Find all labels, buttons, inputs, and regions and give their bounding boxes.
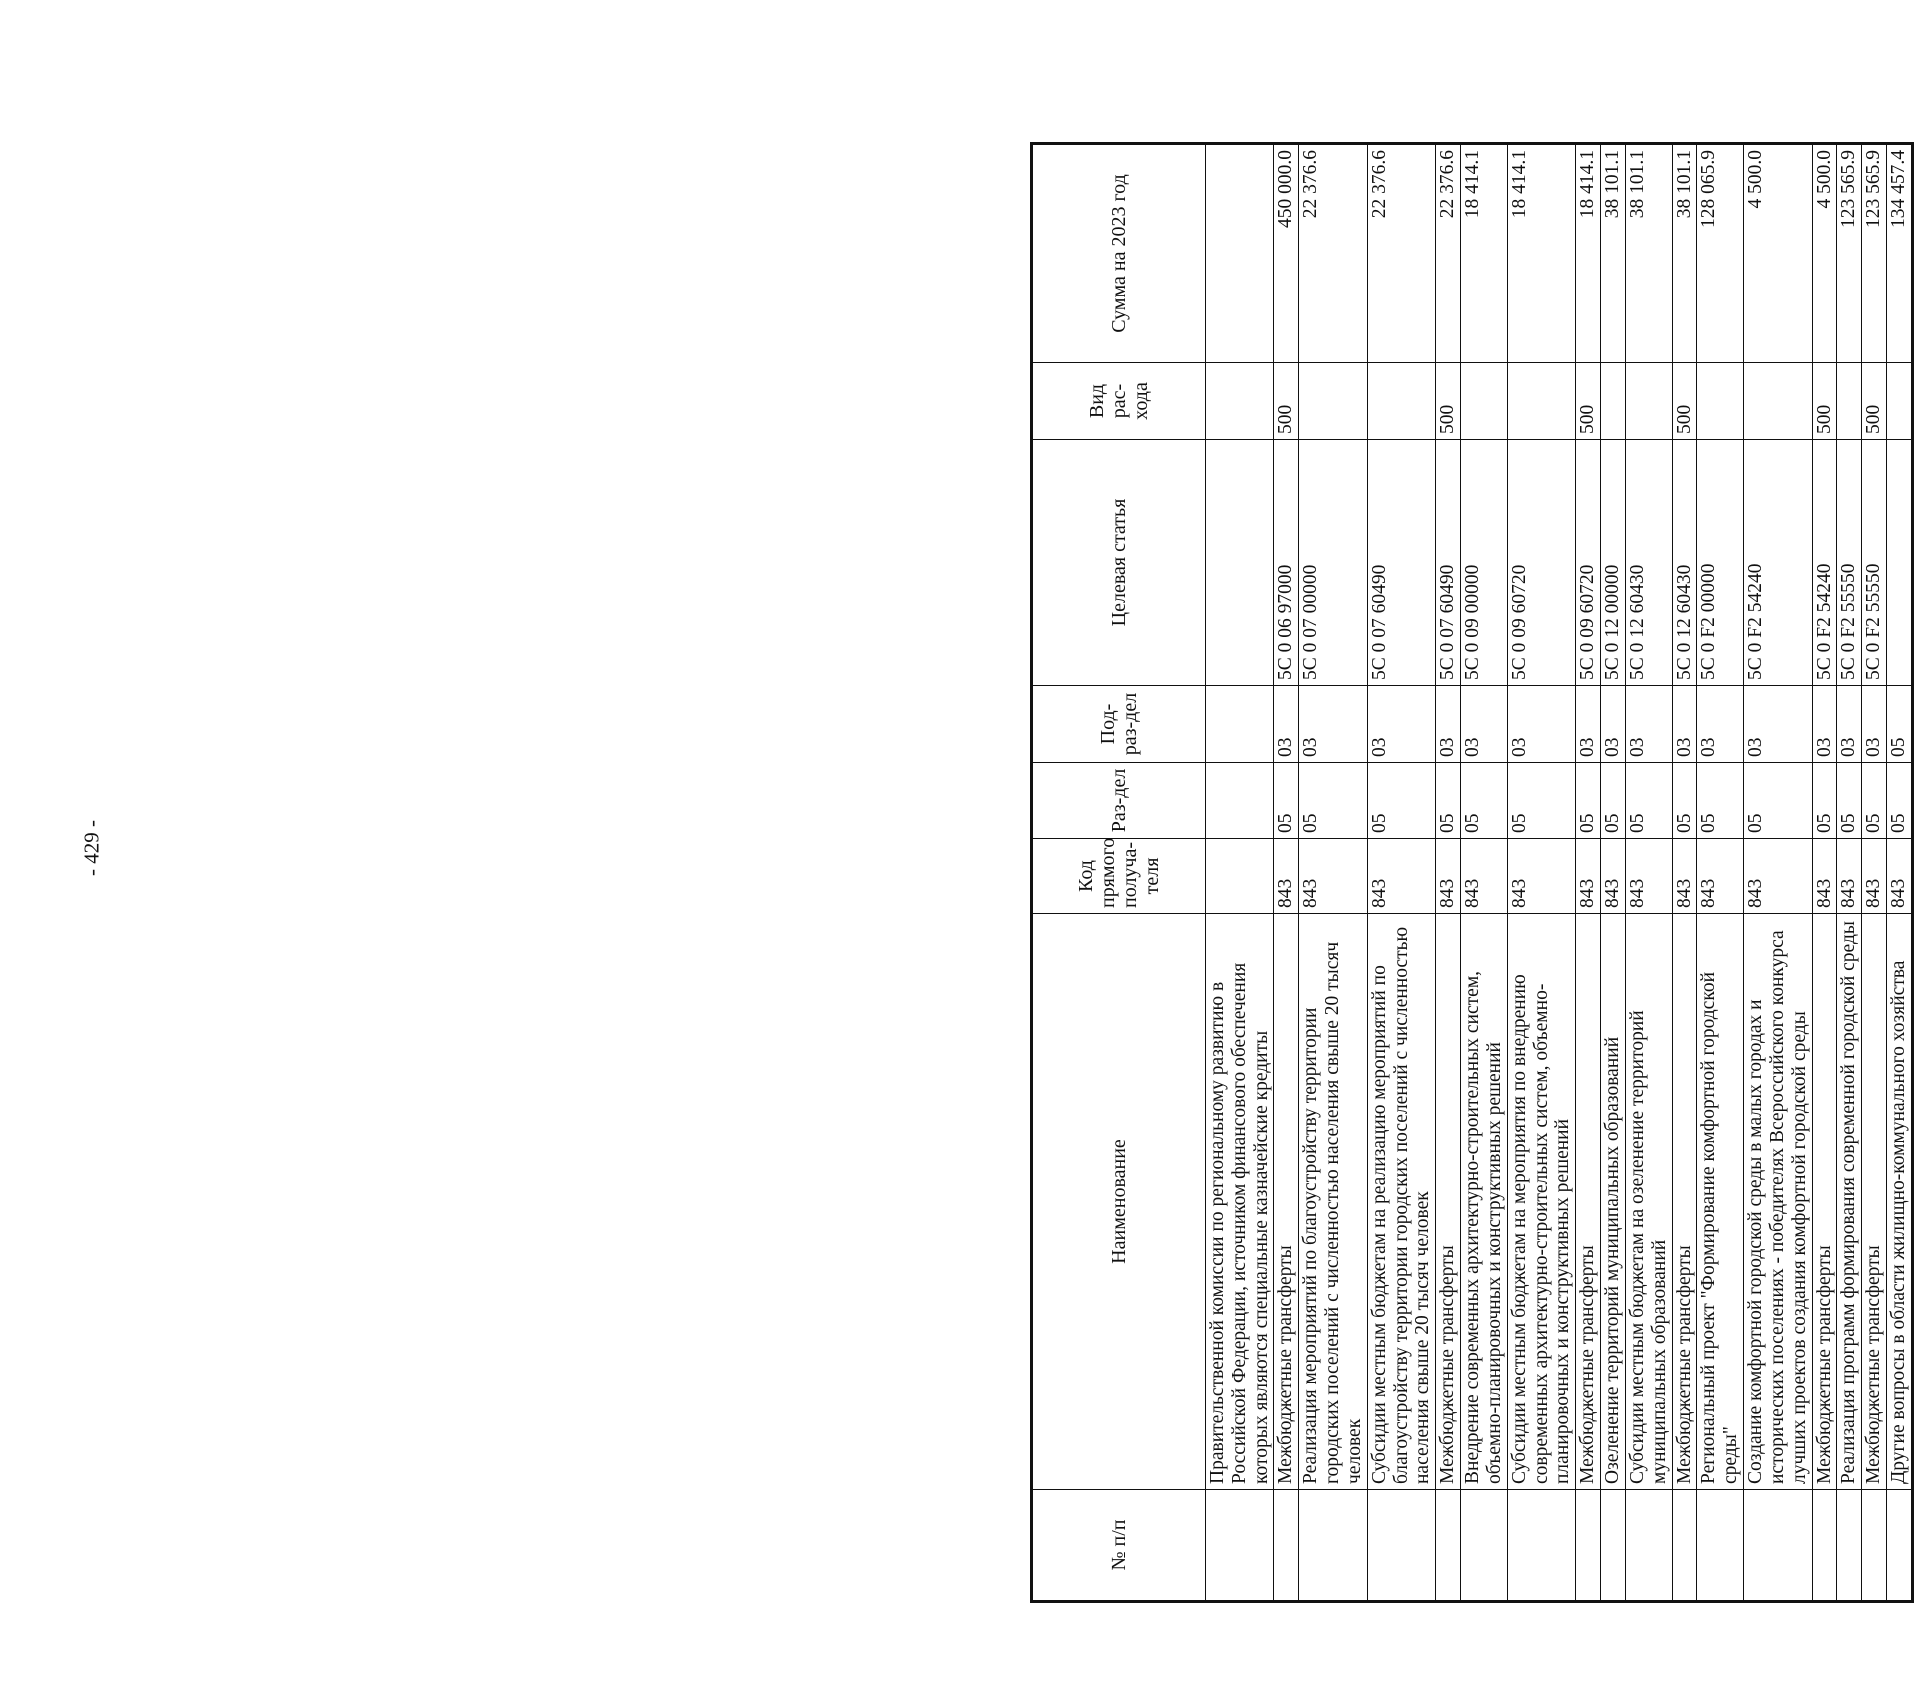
row-name-cell: Реализация мероприятий по благоустройству территории городских поселений с численностью населения свыше 20 тысяч человек — [1299, 914, 1367, 1490]
row-subsection-cell: 03 — [1601, 686, 1626, 763]
row-code-cell: 843 — [1367, 839, 1435, 914]
page-number: - 429 - — [79, 820, 104, 876]
row-num-cell — [1672, 1490, 1697, 1602]
row-num-cell — [1837, 1490, 1862, 1602]
row-code-cell: 843 — [1887, 839, 1913, 914]
row-expense-cell: 500 — [1672, 363, 1697, 440]
row-num-cell — [1697, 1490, 1744, 1602]
row-subsection-cell: 03 — [1672, 686, 1697, 763]
row-expense-cell — [1461, 363, 1508, 440]
row-sum-cell: 22 376.6 — [1299, 144, 1367, 363]
row-expense-cell — [1299, 363, 1367, 440]
row-expense-cell — [1744, 363, 1812, 440]
header-expense: Вид рас-хода — [1032, 363, 1206, 440]
row-section-cell: 05 — [1299, 763, 1367, 839]
row-subsection-cell: 03 — [1367, 686, 1435, 763]
budget-table — [1030, 142, 1914, 1603]
row-sum-cell: 38 101.1 — [1601, 144, 1626, 363]
table-row — [1837, 144, 1862, 1602]
row-article-cell: 5С 0 09 00000 — [1461, 440, 1508, 686]
row-section-cell: 05 — [1625, 763, 1672, 839]
row-code-cell: 843 — [1625, 839, 1672, 914]
row-expense-cell — [1887, 363, 1913, 440]
row-name-cell: Межбюджетные трансферты — [1576, 914, 1601, 1490]
table-row — [1436, 144, 1461, 1602]
row-sum-cell: 22 376.6 — [1436, 144, 1461, 363]
row-subsection-cell: 03 — [1744, 686, 1812, 763]
header-subsection: Под-раз-дел — [1032, 686, 1206, 763]
row-sum-cell: 123 565.9 — [1862, 144, 1887, 363]
row-article-cell: 5С 0 06 97000 — [1274, 440, 1299, 686]
row-section-cell: 05 — [1601, 763, 1626, 839]
row-expense-cell: 500 — [1436, 363, 1461, 440]
row-article-cell: 5С 0 12 60430 — [1625, 440, 1672, 686]
row-section-cell: 05 — [1887, 763, 1913, 839]
row-article-cell: 5С 0 F2 55550 — [1862, 440, 1887, 686]
row-subsection-cell: 03 — [1812, 686, 1837, 763]
row-sum-cell — [1206, 144, 1274, 363]
row-name-cell: Субсидии местным бюджетам на реализацию мероприятий по благоустройству территории городских поселений с численностью населения свыше 20 тысяч человек — [1367, 914, 1435, 1490]
row-code-cell: 843 — [1862, 839, 1887, 914]
header-num: № п/п — [1032, 1490, 1206, 1602]
row-article-cell: 5С 0 F2 54240 — [1744, 440, 1812, 686]
row-article-cell: 5С 0 07 60490 — [1436, 440, 1461, 686]
table-row — [1862, 144, 1887, 1602]
table-row — [1812, 144, 1837, 1602]
row-subsection-cell: 03 — [1625, 686, 1672, 763]
header-sum: Сумма на 2023 год — [1032, 144, 1206, 363]
row-article-cell: 5С 0 F2 55550 — [1837, 440, 1862, 686]
row-section-cell: 05 — [1436, 763, 1461, 839]
row-sum-cell: 128 065.9 — [1697, 144, 1744, 363]
row-code-cell: 843 — [1461, 839, 1508, 914]
table-row — [1625, 144, 1672, 1602]
table-row — [1206, 144, 1274, 1602]
row-name-cell: Другие вопросы в области жилищно-коммунального хозяйства — [1887, 914, 1913, 1490]
row-subsection-cell: 03 — [1862, 686, 1887, 763]
table-row — [1744, 144, 1812, 1602]
row-num-cell — [1601, 1490, 1626, 1602]
row-num-cell — [1744, 1490, 1812, 1602]
header-code: Код прямого получа-теля — [1032, 839, 1206, 914]
row-name-cell: Межбюджетные трансферты — [1812, 914, 1837, 1490]
row-article-cell: 5С 0 07 00000 — [1299, 440, 1367, 686]
table-row — [1367, 144, 1435, 1602]
row-name-cell: Правительственной комиссии по региональному развитию в Российской Федерации, источником финансового обеспечения которых являются специальные казначейские кредиты — [1206, 914, 1274, 1490]
row-num-cell — [1625, 1490, 1672, 1602]
row-code-cell: 843 — [1697, 839, 1744, 914]
row-sum-cell: 22 376.6 — [1367, 144, 1435, 363]
row-sum-cell: 4 500.0 — [1812, 144, 1837, 363]
row-section-cell: 05 — [1862, 763, 1887, 839]
row-num-cell — [1436, 1490, 1461, 1602]
row-num-cell — [1206, 1490, 1274, 1602]
row-sum-cell: 38 101.1 — [1625, 144, 1672, 363]
header-name: Наименование — [1032, 914, 1206, 1490]
row-name-cell: Региональный проект "Формирование комфортной городской среды" — [1697, 914, 1744, 1490]
row-article-cell: 5С 0 09 60720 — [1576, 440, 1601, 686]
table-row — [1672, 144, 1697, 1602]
row-subsection-cell: 03 — [1299, 686, 1367, 763]
row-num-cell — [1887, 1490, 1913, 1602]
row-section-cell: 05 — [1461, 763, 1508, 839]
row-code-cell: 843 — [1812, 839, 1837, 914]
row-subsection-cell: 03 — [1576, 686, 1601, 763]
row-name-cell: Субсидии местным бюджетам на мероприятия по внедрению современных архитектурно-строительных систем, объемно-планировочных и конструктивных решений — [1507, 914, 1575, 1490]
row-name-cell: Реализация программ формирования современной городской среды — [1837, 914, 1862, 1490]
row-article-cell — [1206, 440, 1274, 686]
row-subsection-cell — [1206, 686, 1274, 763]
row-expense-cell — [1367, 363, 1435, 440]
row-num-cell — [1461, 1490, 1508, 1602]
row-article-cell: 5С 0 09 60720 — [1507, 440, 1575, 686]
row-expense-cell — [1837, 363, 1862, 440]
row-section-cell — [1206, 763, 1274, 839]
row-article-cell: 5С 0 07 60490 — [1367, 440, 1435, 686]
table-row — [1299, 144, 1367, 1602]
row-expense-cell: 500 — [1862, 363, 1887, 440]
row-name-cell: Озеленение территорий муниципальных образований — [1601, 914, 1626, 1490]
row-expense-cell — [1697, 363, 1744, 440]
row-expense-cell: 500 — [1576, 363, 1601, 440]
table-row — [1507, 144, 1575, 1602]
row-name-cell: Создание комфортной городской среды в малых городах и исторических поселениях - победителях Всероссийского конкурса лучших проектов создания комфортной городской среды — [1744, 914, 1812, 1490]
row-name-cell: Межбюджетные трансферты — [1274, 914, 1299, 1490]
row-num-cell — [1507, 1490, 1575, 1602]
row-num-cell — [1812, 1490, 1837, 1602]
row-subsection-cell: 05 — [1887, 686, 1913, 763]
row-sum-cell: 38 101.1 — [1672, 144, 1697, 363]
row-name-cell: Межбюджетные трансферты — [1436, 914, 1461, 1490]
row-code-cell: 843 — [1576, 839, 1601, 914]
row-article-cell: 5С 0 F2 00000 — [1697, 440, 1744, 686]
row-num-cell — [1299, 1490, 1367, 1602]
row-article-cell: 5С 0 12 00000 — [1601, 440, 1626, 686]
row-section-cell: 05 — [1274, 763, 1299, 839]
table-row — [1887, 144, 1913, 1602]
row-subsection-cell: 03 — [1697, 686, 1744, 763]
row-name-cell: Внедрение современных архитектурно-строительных систем, объемно-планировочных и конструктивных решений — [1461, 914, 1508, 1490]
row-section-cell: 05 — [1837, 763, 1862, 839]
row-article-cell: 5С 0 F2 54240 — [1812, 440, 1837, 686]
row-name-cell: Межбюджетные трансферты — [1862, 914, 1887, 1490]
table-row — [1274, 144, 1299, 1602]
row-sum-cell: 18 414.1 — [1461, 144, 1508, 363]
row-code-cell: 843 — [1837, 839, 1862, 914]
row-code-cell: 843 — [1601, 839, 1626, 914]
row-name-cell: Межбюджетные трансферты — [1672, 914, 1697, 1490]
header-row — [1032, 144, 1206, 1602]
header-section: Раз-дел — [1032, 763, 1206, 839]
row-expense-cell — [1625, 363, 1672, 440]
table-row — [1697, 144, 1744, 1602]
row-section-cell: 05 — [1672, 763, 1697, 839]
row-code-cell — [1206, 839, 1274, 914]
rotated-table-container — [1030, 145, 1923, 1603]
row-section-cell: 05 — [1744, 763, 1812, 839]
row-code-cell: 843 — [1507, 839, 1575, 914]
row-subsection-cell: 03 — [1507, 686, 1575, 763]
row-num-cell — [1576, 1490, 1601, 1602]
row-sum-cell: 123 565.9 — [1837, 144, 1862, 363]
row-article-cell — [1887, 440, 1913, 686]
row-code-cell: 843 — [1436, 839, 1461, 914]
row-sum-cell: 4 500.0 — [1744, 144, 1812, 363]
row-sum-cell: 134 457.4 — [1887, 144, 1913, 363]
row-subsection-cell: 03 — [1436, 686, 1461, 763]
row-section-cell: 05 — [1697, 763, 1744, 839]
row-section-cell: 05 — [1367, 763, 1435, 839]
row-sum-cell: 450 000.0 — [1274, 144, 1299, 363]
row-num-cell — [1862, 1490, 1887, 1602]
row-name-cell: Субсидии местным бюджетам на озеленение территорий муниципальных образований — [1625, 914, 1672, 1490]
header-article: Целевая статья — [1032, 440, 1206, 686]
row-section-cell: 05 — [1576, 763, 1601, 839]
row-sum-cell: 18 414.1 — [1576, 144, 1601, 363]
row-article-cell: 5С 0 12 60430 — [1672, 440, 1697, 686]
row-expense-cell — [1601, 363, 1626, 440]
row-section-cell: 05 — [1507, 763, 1575, 839]
table-row — [1461, 144, 1508, 1602]
row-subsection-cell: 03 — [1837, 686, 1862, 763]
row-subsection-cell: 03 — [1461, 686, 1508, 763]
row-num-cell — [1367, 1490, 1435, 1602]
row-expense-cell — [1206, 363, 1274, 440]
row-expense-cell: 500 — [1274, 363, 1299, 440]
row-code-cell: 843 — [1744, 839, 1812, 914]
row-section-cell: 05 — [1812, 763, 1837, 839]
row-code-cell: 843 — [1299, 839, 1367, 914]
row-subsection-cell: 03 — [1274, 686, 1299, 763]
row-sum-cell: 18 414.1 — [1507, 144, 1575, 363]
row-expense-cell — [1507, 363, 1575, 440]
table-row — [1576, 144, 1601, 1602]
row-code-cell: 843 — [1274, 839, 1299, 914]
row-num-cell — [1274, 1490, 1299, 1602]
row-code-cell: 843 — [1672, 839, 1697, 914]
row-expense-cell: 500 — [1812, 363, 1837, 440]
table-row — [1601, 144, 1626, 1602]
